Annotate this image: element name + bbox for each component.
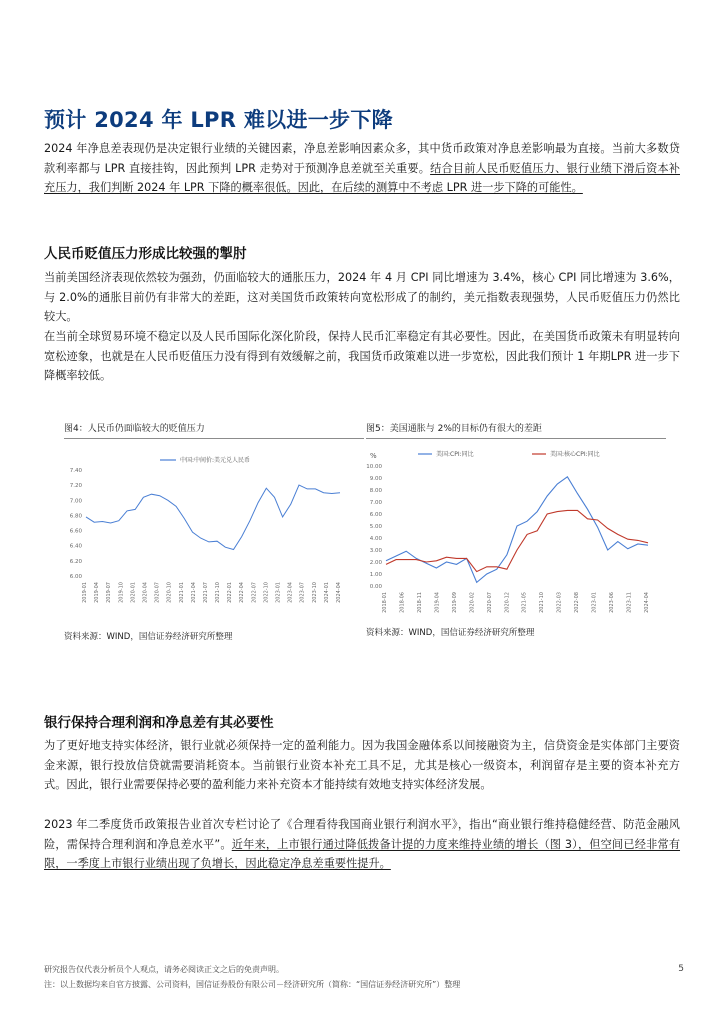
figure-4-chart: [64, 440, 364, 624]
intro-paragraph: [44, 139, 680, 198]
figure-4-x-tick-label: 2021-04: [190, 582, 197, 603]
section1-paragraph-2: 在当前全球贸易环境不稳定以及人民币国际化深化阶段，保持人民币汇率稳定有其必要性。因此，在美国货币政策未有明显转向宽松迹象，也就是在人民币贬值压力没有得到有效缓解之前，我国货币政策难以进一步宽松，因此我们预计 1 年期LPR 进一步下降概率较低。: [44, 330, 680, 382]
figure-5-y-tick-label: 7.00: [369, 500, 382, 506]
figure-4-x-tick-label: 2019-01: [82, 582, 88, 603]
figure-4-x-tick-label: 2023-04: [287, 582, 294, 603]
figure-4-x-tick-label: 2020-01: [130, 582, 137, 603]
figure-4-y-tick-label: 6.60: [69, 528, 82, 535]
figure-4-legend-label: 中国:中间价:美元兑人民币: [180, 457, 251, 464]
figure-4-x-tick-label: 2023-10: [311, 582, 318, 603]
figure-5-x-tick-label: 2019-09: [451, 592, 458, 613]
figure-5-y-tick-label: 8.00: [369, 488, 382, 494]
figure-4-x-tick-label: 2024-04: [336, 582, 342, 603]
figure-5-rule: [366, 438, 666, 439]
figure-4-x-tick-label: 2022-07: [251, 582, 258, 603]
figure-5-y-tick-label: 2.00: [369, 560, 382, 566]
figure-4-x-tick-label: 2022-01: [227, 582, 234, 603]
figure-5-x-tick-label: 2022-08: [574, 592, 581, 613]
figure-4-y-tick-label: 6.80: [69, 513, 82, 520]
figure-5-x-tick-label: 2020-07: [486, 592, 493, 613]
figure-4-y-tick-label: 6.40: [69, 543, 82, 550]
figure-5-y-tick-label: 4.00: [369, 536, 382, 542]
figure-4-y-tick-label: 7.00: [69, 498, 82, 505]
figure-4-y-tick-label: 6.00: [69, 574, 82, 580]
figure-5-legend-cpi: 美国:CPI:同比: [436, 451, 474, 458]
section2-p2-text: 2023 年二季度货币政策报告业首次专栏讨论了《合理看待我国商业银行利润水平》，指出“商业银行维持稳健经营、防范金融风险，需保持合理利润和净息差水平”。: [44, 818, 680, 851]
figure-5-y-tick-label: 3.00: [369, 548, 382, 554]
figure-4-rule: [64, 438, 364, 439]
figure-5-title: 图5：美国通胀与 2%的目标仍有很大的差距: [366, 424, 542, 434]
figure-4-x-tick-label: 2022-04: [239, 582, 246, 603]
page-title: 预计 2024 年 LPR 难以进一步下降: [44, 108, 393, 132]
figure-4-y-tick-label: 7.20: [69, 483, 82, 490]
figure-4-x-tick-label: 2020-10: [166, 582, 173, 603]
figure-5-y-tick-label: 5.00: [369, 524, 382, 530]
figure-4-title: 图4：人民币仍面临较大的贬值压力: [64, 424, 205, 434]
figure-4-x-tick-label: 2019-04: [94, 582, 101, 603]
section2-heading: 银行保持合理利润和净息差有其必要性: [44, 715, 274, 731]
figure-5-x-tick-label: 2018-06: [399, 592, 406, 613]
figure-4-y-tick-label: 6.20: [69, 558, 82, 565]
figure-4-x-tick-label: 2022-10: [263, 582, 270, 603]
figure-5: [366, 421, 666, 439]
footer-disclaimer: 研究报告仅代表分析员个人观点，请务必阅读正文之后的免责声明。: [44, 965, 284, 974]
figure-5-y-tick-label: 10.00: [366, 464, 382, 470]
figure-5-x-tick-label: 2024-04: [644, 592, 650, 613]
figure-4: [64, 421, 364, 439]
figure-4-x-tick-label: 2019-07: [106, 582, 113, 603]
figure-5-legend-core: 美国:核心CPI:同比: [550, 451, 600, 458]
figure-5-x-tick-label: 2023-06: [609, 592, 616, 613]
figure-4-x-tick-label: 2024-01: [323, 582, 330, 603]
figure-4-x-tick-label: 2023-01: [275, 582, 282, 603]
figure-5-x-tick-label: 2018-11: [416, 592, 423, 613]
figure-5-x-tick-label: 2023-01: [591, 592, 598, 613]
figure-5-chart: [366, 440, 666, 624]
section2-paragraph-2: [44, 815, 680, 874]
figure-4-x-tick-label: 2021-07: [202, 582, 209, 603]
intro-text: 2024 年净息差表现仍是决定银行业绩的关键因素，净息差影响因素众多，其中货币政策对净息差影响最为直接。当前大多数贷款利率都与 LPR 直接挂钩，因此预判 LPR 走势对于预测净息差就至关重要。: [44, 142, 680, 175]
figure-5-x-tick-label: 2018-01: [382, 592, 388, 613]
figure-4-x-tick-label: 2023-07: [299, 582, 306, 603]
intro-conclusion: 结合目前人民币贬值压力、银行业绩下滑后资本补充压力，我们判断 2024 年 LPR 下降的概率很低。因此，在后续的测算中不考虑 LPR 进一步下降的可能性。: [44, 161, 680, 194]
figure-5-x-tick-label: 2021-10: [539, 592, 546, 613]
figure-5-x-tick-label: 2021-05: [521, 592, 528, 613]
figure-5-y-tick-label: 6.00: [369, 512, 382, 518]
figure-4-y-tick-label: 7.40: [69, 468, 82, 474]
section2-p2-conclusion: 近年来，上市银行通过降低拨备计提的力度来维持业绩的增长（图 3），但空间已经非常有限，一季度上市银行业绩出现了负增长，因此稳定净息差重要性提升。: [44, 837, 681, 870]
figure-4-source: 资料来源：WIND，国信证券经济研究所整理: [64, 632, 233, 642]
figure-5-y-tick-label: 9.00: [369, 476, 382, 482]
section1-heading: 人民币贬值压力形成比较强的掣肘: [44, 246, 247, 262]
figure-5-y-tick-label: 0.00: [369, 584, 382, 590]
figure-5-x-tick-label: 2020-02: [469, 592, 476, 613]
figure-5-x-tick-label: 2022-03: [556, 592, 563, 613]
page-number: 5: [678, 964, 684, 974]
figure-4-x-tick-label: 2019-10: [118, 582, 125, 603]
figure-4-x-tick-label: 2021-01: [178, 582, 185, 603]
figure-4-x-tick-label: 2021-10: [215, 582, 222, 603]
figure-5-x-tick-label: 2019-04: [434, 592, 441, 613]
section1-paragraph-1: 当前美国经济表现依然较为强劲，仍面临较大的通胀压力，2024 年 4 月 CPI 同比增速为 3.4%，核心 CPI 同比增速为 3.6%，与 2.0%的通胀目前仍有非常大的差距，这对美国货币政策转向宽松形成了的制约，美元指数表现强势，人民币贬值压力仍然比较大。: [44, 271, 680, 323]
figure-5-source: 资料来源：WIND，国信证券经济研究所整理: [366, 628, 535, 638]
footer-note: 注：以上数据均来自官方披露、公司资料，国信证券股份有限公司－经济研究所（简称：“国信证券经济研究所”）整理: [44, 980, 461, 989]
section2-paragraph-1: 为了更好地支持实体经济，银行业就必须保持一定的盈利能力。因为我国金融体系以间接融资为主，信贷资金是实体部门主要资金来源，银行投放信贷就需要消耗资本。当前银行业资本补充工具不足，尤其是核心一级资本，利润留存是主要的资本补充方式。因此，银行业需要保持必要的盈利能力来补充资本才能持续有效地支持实体经济发展。: [44, 739, 680, 791]
figure-5-x-tick-label: 2023-11: [626, 592, 633, 613]
figure-4-x-tick-label: 2020-04: [142, 582, 149, 603]
figure-4-x-tick-label: 2020-07: [154, 582, 161, 603]
figure-5-unit: %: [370, 452, 377, 460]
figure-5-x-tick-label: 2020-12: [504, 592, 511, 613]
figure-4-series-line: [86, 485, 340, 549]
figure-5-y-tick-label: 1.00: [369, 572, 382, 578]
